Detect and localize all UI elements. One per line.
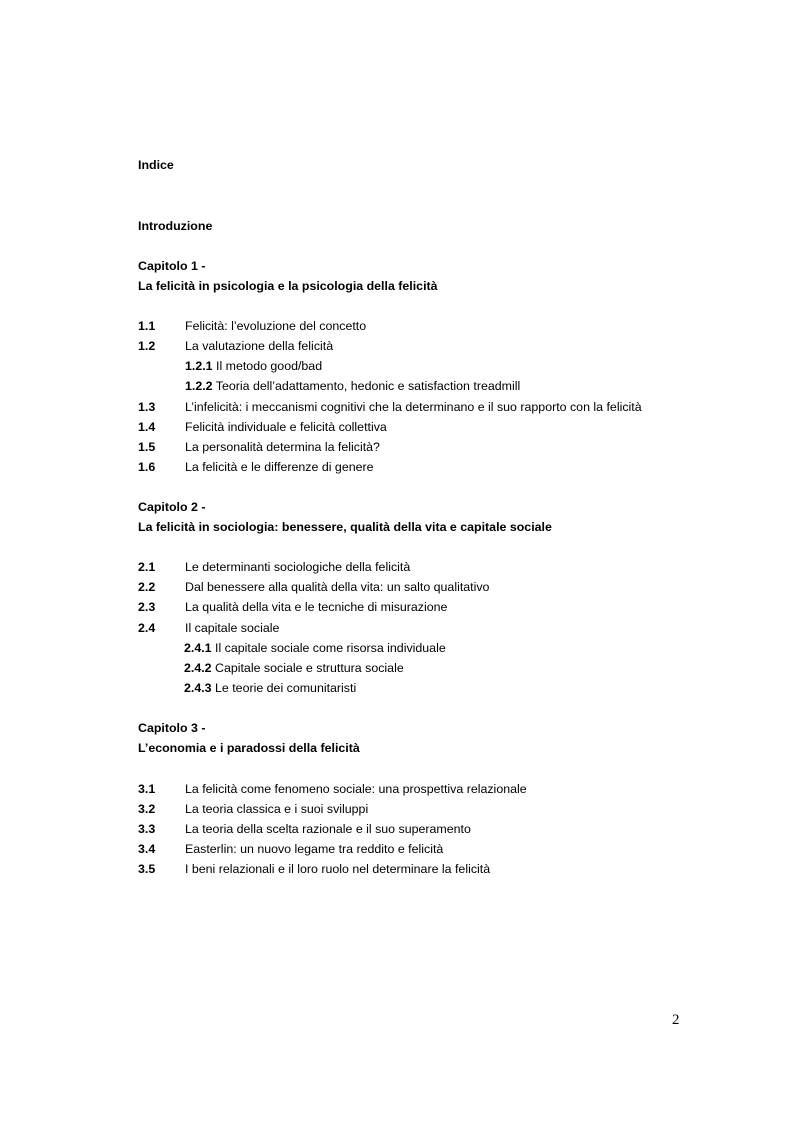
toc-entry-number: 1.3 (138, 400, 156, 414)
toc-entry-text: La personalità determina la felicità? (185, 440, 380, 454)
toc-entry-text: Le determinanti sociologiche della felicità (185, 560, 411, 574)
toc-entry (138, 559, 410, 575)
toc-entry-number: 2.2 (138, 580, 156, 594)
toc-entry (138, 459, 374, 475)
toc-entry-text: Felicità: l’evoluzione del concetto (185, 319, 367, 333)
toc-subentry-text: Le teorie dei comunitaristi (211, 681, 357, 695)
chapter-3-label: Capitolo 3 - (138, 721, 206, 735)
toc-entry (138, 419, 387, 435)
toc-entry-number: 1.5 (138, 440, 156, 454)
toc-entry-text: La felicità e le differenze di genere (185, 460, 374, 474)
toc-entry (138, 318, 366, 334)
toc-entry-text: La teoria classica e i suoi sviluppi (185, 802, 369, 816)
toc-entry-text: L’infelicità: i meccanismi cognitivi che la determinano e il suo rapporto con la felicità (185, 400, 642, 414)
toc-entry-number: 1.6 (138, 460, 156, 474)
toc-subentry-number: 2.4.2 (184, 661, 212, 675)
toc-entry-text: Easterlin: un nuovo legame tra reddito e felicità (185, 842, 444, 856)
toc-entry-text: La qualità della vita e le tecniche di misurazione (185, 600, 448, 614)
toc-entry (138, 841, 443, 857)
toc-entry-text: Il capitale sociale (185, 621, 280, 635)
toc-subentry (185, 378, 520, 394)
toc-entry (138, 338, 333, 354)
chapter-1-title: La felicità in psicologia e la psicologia della felicità (138, 279, 438, 293)
toc-entry (138, 861, 490, 877)
toc-entry-number: 3.1 (138, 782, 156, 796)
toc-entry (138, 801, 368, 817)
toc-entry-text: La felicità come fenomeno sociale: una prospettiva relazionale (185, 782, 527, 796)
toc-entry-number: 1.1 (138, 319, 156, 333)
toc-entry-number: 2.1 (138, 560, 156, 574)
toc-entry-number: 3.4 (138, 842, 156, 856)
toc-entry-number: 1.2 (138, 339, 156, 353)
chapter-2-title: La felicità in sociologia: benessere, qualità della vita e capitale sociale (138, 520, 552, 534)
toc-entry (138, 399, 642, 415)
toc-entry-number: 2.4 (138, 621, 156, 635)
toc-entry-number: 1.4 (138, 420, 156, 434)
toc-entry-text: Felicità individuale e felicità collettiva (185, 420, 387, 434)
toc-entry (138, 599, 447, 615)
chapter-2-label: Capitolo 2 - (138, 500, 206, 514)
index-title: Indice (138, 158, 174, 172)
toc-entry-text: Dal benessere alla qualità della vita: un salto qualitativo (185, 580, 490, 594)
toc-entry (138, 439, 380, 455)
toc-entry (138, 781, 527, 797)
toc-entry-number: 3.3 (138, 822, 156, 836)
toc-subentry (185, 358, 322, 374)
toc-subentry-text: Capitale sociale e struttura sociale (211, 661, 404, 675)
chapter-3-title: L’economia e i paradossi della felicità (138, 741, 360, 755)
toc-entry-text: La teoria della scelta razionale e il suo superamento (185, 822, 471, 836)
toc-subentry-number: 2.4.1 (184, 641, 212, 655)
toc-entry-number: 3.2 (138, 802, 156, 816)
introduction-heading: Introduzione (138, 219, 213, 233)
toc-subentry (184, 660, 404, 676)
toc-entry (138, 620, 279, 636)
toc-entry-text: I beni relazionali e il loro ruolo nel determinare la felicità (185, 862, 491, 876)
toc-entry-text: La valutazione della felicità (185, 339, 334, 353)
toc-entry-number: 3.5 (138, 862, 156, 876)
toc-subentry (184, 640, 446, 656)
chapter-1-label: Capitolo 1 - (138, 259, 206, 273)
toc-entry (138, 821, 471, 837)
toc-entry-number: 2.3 (138, 600, 156, 614)
toc-subentry-text: Il metodo good/bad (212, 359, 323, 373)
page-number: 2 (672, 1012, 680, 1028)
toc-subentry-text: Teoria dell’adattamento, hedonic e satisfaction treadmill (212, 379, 521, 393)
toc-subentry-number: 1.2.1 (185, 359, 213, 373)
toc-subentry-number: 1.2.2 (185, 379, 213, 393)
toc-entry (138, 579, 489, 595)
toc-subentry (184, 680, 356, 696)
toc-subentry-text: Il capitale sociale come risorsa individuale (211, 641, 446, 655)
toc-subentry-number: 2.4.3 (184, 681, 212, 695)
